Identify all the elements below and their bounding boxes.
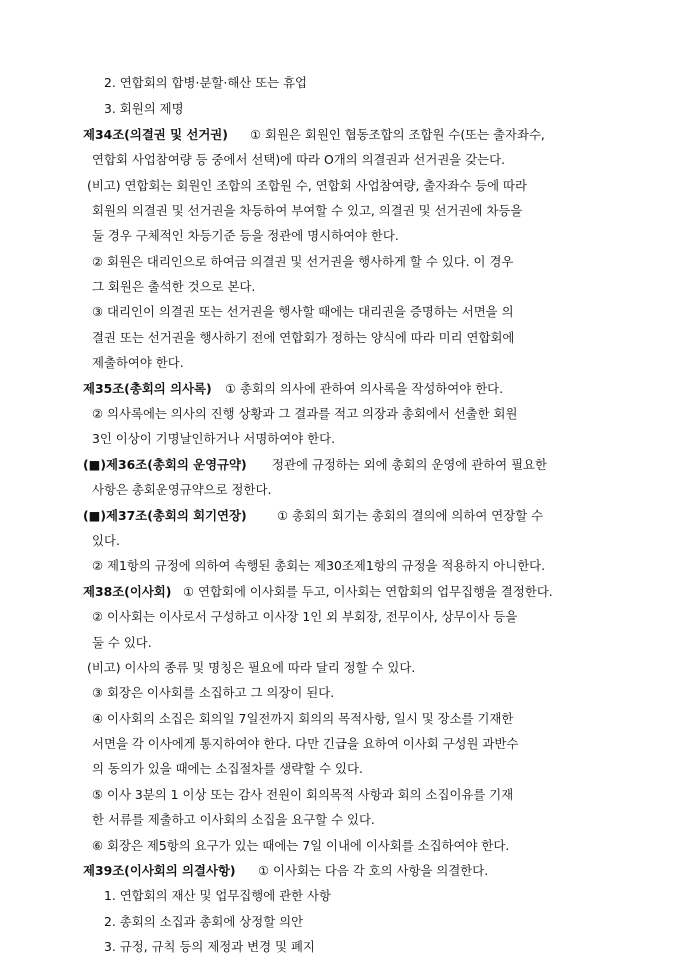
paragraph-line: 그 회원은 출석한 것으로 본다. [92, 279, 256, 294]
article-heading: (■)제37조(총회의 회기연장) [83, 508, 247, 523]
paragraph-line: 연합회 사업참여량 등 중에서 선택)에 따라 O개의 의결권과 선거권을 갖는다. [92, 152, 506, 167]
paragraph-line: ② 회원은 대리인으로 하여금 의결권 및 선거권을 행사하게 할 수 있다. 이 경우 [92, 254, 514, 269]
paragraph-line: ② 제1항의 규정에 의하여 속행된 총회는 제30조제1항의 규정을 적용하지 아니한다. [92, 558, 546, 573]
paragraph-line: 사항은 총회운영규약으로 정한다. [92, 482, 272, 497]
article-heading: 제39조(이사회의 의결사항) [83, 863, 236, 878]
paragraph-line: 한 서류를 제출하고 이사회의 소집을 요구할 수 있다. [92, 812, 375, 827]
paragraph-line: 의 동의가 있을 때에는 소집절차를 생략할 수 있다. [92, 761, 363, 776]
paragraph-line: ⑥ 회장은 제5항의 요구가 있는 때에는 7일 이내에 이사회를 소집하여야 한다. [92, 838, 510, 853]
paragraph-line: ③ 대리인이 의결권 또는 선거권을 행사할 때에는 대리권을 증명하는 서면을 의 [92, 304, 514, 319]
paragraph-line: ③ 회장은 이사회를 소집하고 그 의장이 된다. [92, 685, 335, 700]
note-line: (비고) 이사의 종류 및 명칭은 필요에 따라 달리 정할 수 있다. [87, 660, 416, 675]
paragraph-line: 있다. [92, 533, 120, 548]
paragraph-line: ① 총회의 회기는 총회의 결의에 의하여 연장할 수 [277, 508, 544, 523]
paragraph-line: ① 연합회에 이사회를 두고, 이사회는 연합회의 업무집행을 결정한다. [183, 584, 553, 599]
paragraph-line: ⑤ 이사 3분의 1 이상 또는 감사 전원이 회의목적 사항과 회의 소집이유를 기재 [92, 787, 514, 802]
paragraph-line: 3인 이상이 기명날인하거나 서명하여야 한다. [92, 431, 336, 446]
paragraph-line: ① 총회의 의사에 관하여 의사록을 작성하여야 한다. [225, 381, 504, 396]
paragraph-line: ① 이사회는 다음 각 호의 사항을 의결한다. [258, 863, 489, 878]
paragraph-line: ② 이사회는 이사로서 구성하고 이사장 1인 외 부회장, 전무이사, 상무이사 등을 [92, 609, 518, 624]
note-line: 회원의 의결권 및 선거권을 차등하여 부여할 수 있고, 의결권 및 선거권에 차등을 [92, 203, 523, 218]
list-item: 2. 총회의 소집과 총회에 상정할 의안 [104, 914, 304, 929]
paragraph-line: ④ 이사회의 소집은 회의일 7일전까지 회의의 목적사항, 일시 및 장소를 기재한 [92, 711, 514, 726]
paragraph-line: 둘 수 있다. [92, 635, 152, 650]
article-heading: 제35조(총회의 의사록) [83, 381, 212, 396]
paragraph-line: ② 의사록에는 의사의 진행 상황과 그 결과를 적고 의장과 총회에서 선출한 회원 [92, 406, 518, 421]
list-item: 3. 회원의 제명 [104, 101, 184, 116]
paragraph-line: 서면을 각 이사에게 통지하여야 한다. 다만 긴급을 요하여 이사회 구성원 과반수 [92, 736, 519, 751]
paragraph-line: 결권 또는 선거권을 행사하기 전에 연합회가 정하는 양식에 따라 미리 연합회에 [92, 330, 515, 345]
paragraph-line: ① 회원은 회원인 협동조합의 조합원 수(또는 출자좌수, [250, 127, 545, 142]
article-heading: (■)제36조(총회의 운영규약) [83, 457, 247, 472]
article-heading: 제34조(의결권 및 선거권) [83, 127, 228, 142]
list-item: 1. 연합회의 재산 및 업무집행에 관한 사항 [104, 888, 331, 903]
note-line: 둘 경우 구체적인 차등기준 등을 정관에 명시하여야 한다. [92, 228, 399, 243]
list-item: 2. 연합회의 합병·분할·해산 또는 휴업 [104, 75, 308, 90]
note-line: (비고) 연합회는 회원인 조합의 조합원 수, 연합회 사업참여량, 출자좌수 등에 따라 [87, 178, 527, 193]
article-heading: 제38조(이사회) [83, 584, 172, 599]
paragraph-line: 정관에 규정하는 외에 총회의 운영에 관하여 필요한 [272, 457, 547, 472]
list-item: 3. 규정, 규칙 등의 제정과 변경 및 폐지 [104, 939, 315, 954]
paragraph-line: 제출하여야 한다. [92, 355, 184, 370]
